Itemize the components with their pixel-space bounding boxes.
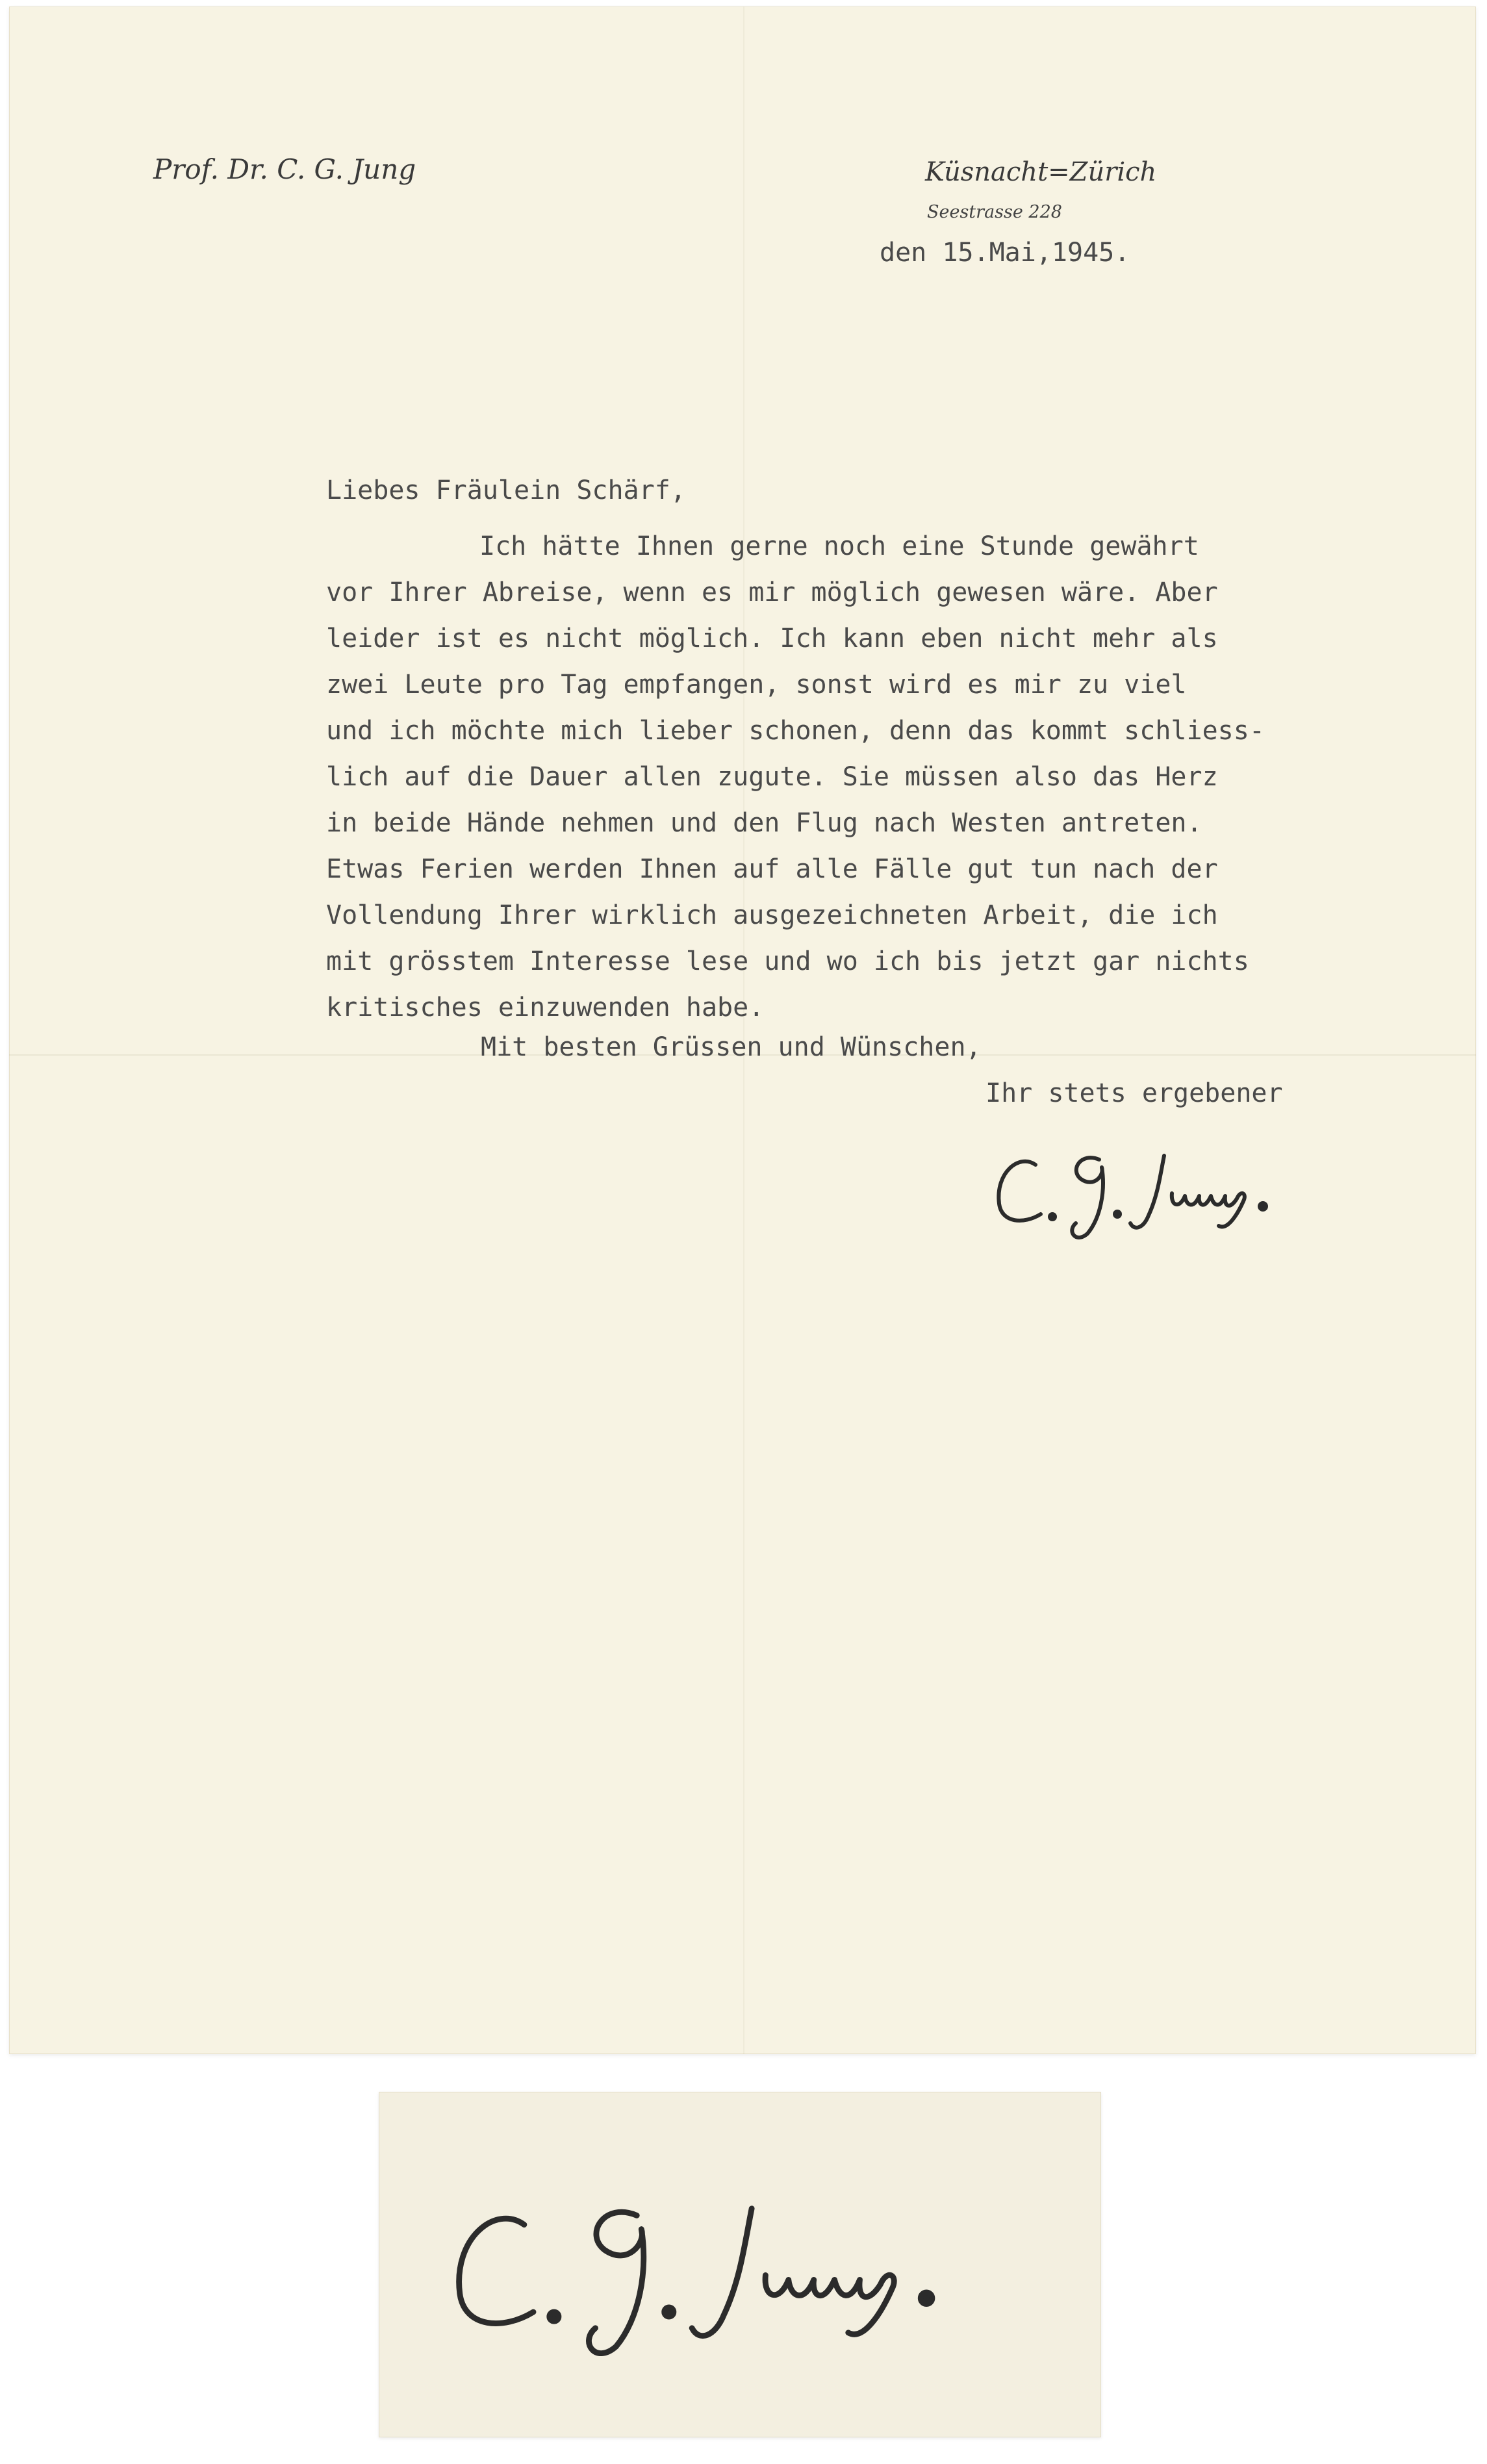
body-line: lich auf die Dauer allen zugute. Sie müssen also das Herz: [326, 762, 1218, 792]
regards-line: Ihr stets ergebener: [985, 1078, 1283, 1108]
body-line: Etwas Ferien werden Ihnen auf alle Fälle gut tun nach der: [326, 854, 1218, 884]
body-line: zwei Leute pro Tag empfangen, sonst wird es mir zu viel: [326, 670, 1187, 700]
signature: [990, 1134, 1328, 1244]
letter-body: [326, 524, 1366, 1031]
body-line: Ich hätte Ihnen gerne noch eine Stunde gewährt: [479, 531, 1199, 561]
salutation: Liebes Fräulein Schärf,: [326, 476, 686, 505]
closing-line: Mit besten Grüssen und Wünschen,: [481, 1032, 982, 1062]
body-line: Vollendung Ihrer wirklich ausgezeichneten Arbeit, die ich: [326, 900, 1218, 930]
body-line: vor Ihrer Abreise, wenn es mir möglich gewesen wäre. Aber: [326, 578, 1218, 607]
letterhead-name: Prof. Dr. C. G. Jung: [153, 153, 416, 185]
body-line: in beide Hände nehmen und den Flug nach Westen antreten.: [326, 808, 1202, 838]
letterhead-place: Küsnacht=Zürich: [925, 157, 1157, 187]
letter-date: den 15.Mai,1945.: [880, 238, 1130, 268]
signature-detail-card: [379, 2092, 1101, 2437]
body-line: leider ist es nicht möglich. Ich kann eben nicht mehr als: [326, 624, 1218, 654]
body-line: und ich möchte mich lieber schonen, denn das kommt schliess-: [326, 716, 1265, 746]
signature-enlarged: [444, 2131, 1041, 2404]
body-line: mit grösstem Interesse lese und wo ich bis jetzt gar nichts: [326, 946, 1249, 976]
letter-sheet: [9, 6, 1476, 2054]
body-line: kritisches einzuwenden habe.: [326, 993, 765, 1022]
letterhead-street: Seestrasse 228: [927, 202, 1062, 222]
